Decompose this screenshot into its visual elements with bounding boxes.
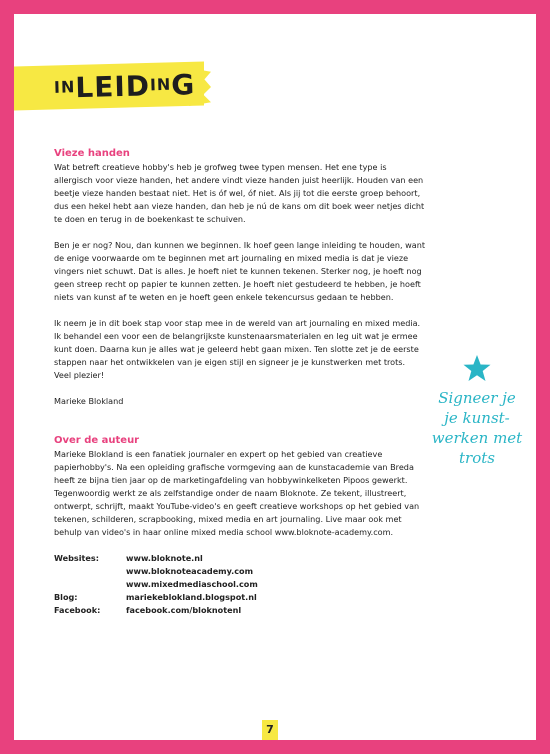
signature: Marieke Blokland: [54, 396, 124, 406]
page: [14, 14, 536, 740]
blog-link[interactable]: mariekeblokland.blogspot.nl: [126, 592, 257, 602]
page-title: INLEIDING: [53, 68, 196, 105]
page-number: 7: [262, 720, 278, 740]
star-icon: [462, 354, 492, 384]
sidebar-note: [422, 354, 532, 468]
sidebar-text: Signeer je je kunst- werken met trots: [431, 389, 523, 467]
website-link[interactable]: www.bloknoteacademy.com: [126, 566, 254, 576]
main-text: [54, 147, 426, 617]
website-link[interactable]: www.bloknote.nl: [126, 553, 203, 563]
paragraph: Ben je er nog? Nou, dan kunnen we beginnen. Ik hoef geen lange inleiding te houden, want de enige voorwaarde om te beginnen met art journaling en mixed media is dat je vieze vingers niet schuwt. Dat is alles. Je hoeft niet te kunnen tekenen. Sterker nog, je hoeft nog geen streep recht op papier te kunnen zetten. Je hoeft niet gestudeerd te hebben, je hoeft niets van kunst af te weten en je hoeft geen enkele tekencursus gedaan te hebben.: [54, 240, 426, 302]
author-paragraph: Marieke Blokland is een fanatiek journaler en expert op het gebied van creatieve papierhobby's. Na een opleiding grafische vormgeving aan de kunstacademie van Breda heeft ze bijna tien jaar op de marketingafdeling van hobbywinkelketen Pipoos gewerkt. Tegenwoordig werkt ze als zelfstandige onder de naam Bloknote. Ze tekent, illustreert, ontwerpt, schrijft, maakt YouTube-video's en geeft creatieve workshops op het gebied van tekenen, schilderen, scrapbooking, mixed media en art journaling. Live maar ook met behulp van video's in haar online mixed media school www.bloknote-academy.com.: [54, 449, 420, 537]
paragraph: Ik neem je in dit boek stap voor stap mee in de wereld van art journaling en mixed media. Ik behandel een voor een de belangrijkste kunstenaarsmaterialen en leg uit wat je ermee kunt doen. Daarna kun je alles wat je geleerd hebt gaan mixen. Ten slotte zet je de eerste stappen naar het ontwikkelen van je eigen stijl en signeer je je kunstwerken met trots.: [54, 318, 421, 367]
facebook-label: Facebook:: [54, 605, 101, 615]
closing-line: Veel plezier!: [54, 370, 105, 380]
section-heading-vieze-handen: Vieze handen: [54, 148, 130, 159]
website-link[interactable]: www.mixedmediaschool.com: [126, 579, 258, 589]
websites-label: Websites:: [54, 553, 99, 563]
blog-label: Blog:: [54, 592, 78, 602]
paragraph: Wat betreft creatieve hobby's heb je grofweg twee typen mensen. Het ene type is allergisch voor vieze handen, het andere vindt vieze handen juist heerlijk. Houden van een beetje vieze handen bestaat niet. Het is óf wel, óf niet. Als jij tot die eerste groep behoort, dus een hekel hebt aan vieze handen, dan heb je nú de kans om dit boek weer netjes dicht te doen en terug in de boekenkast te schuiven.: [54, 162, 425, 224]
links-table: [54, 552, 426, 617]
facebook-link[interactable]: facebook.com/bloknotenl: [126, 605, 242, 615]
section-heading-over-de-auteur: Over de auteur: [54, 435, 140, 446]
